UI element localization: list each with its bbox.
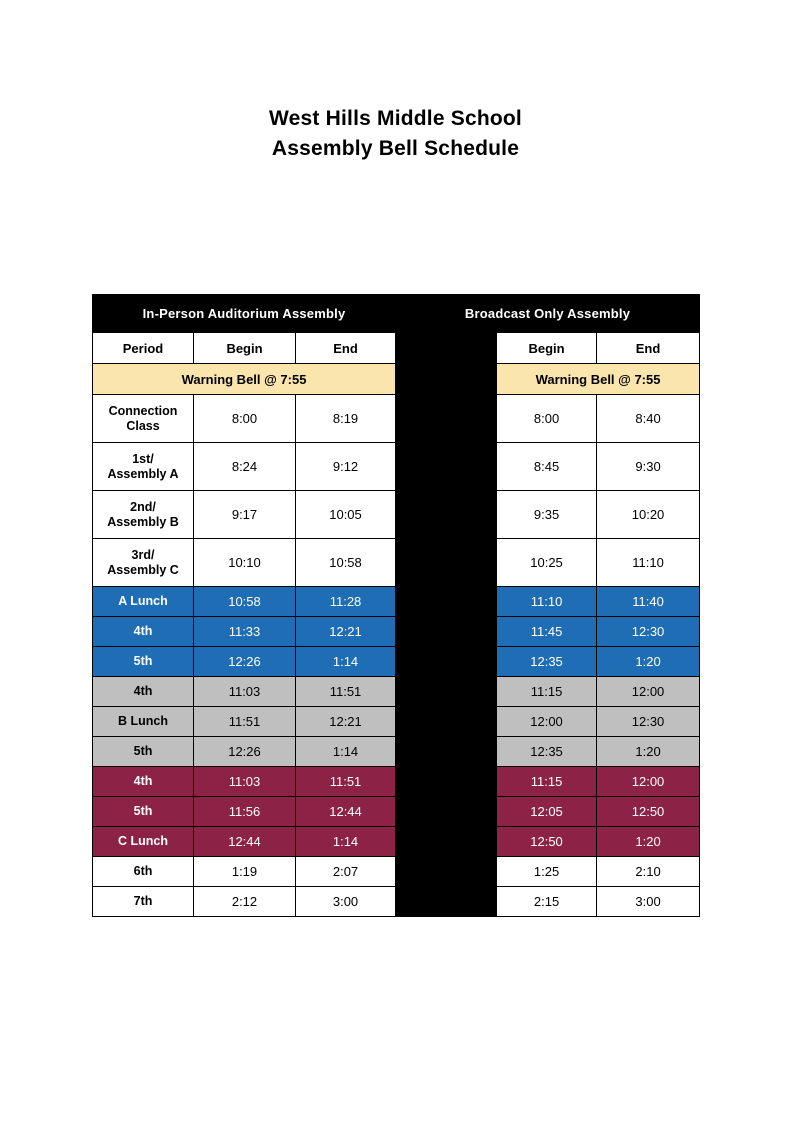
group-header-row — [93, 294, 700, 333]
document-page — [0, 104, 791, 1128]
table-row — [93, 677, 700, 707]
warning-bell-left: Warning Bell @ 7:55 — [93, 364, 396, 395]
end-time-broadcast: 1:20 — [597, 647, 700, 677]
table-row — [93, 737, 700, 767]
end-time-in-person: 11:28 — [296, 587, 396, 617]
column-gap — [396, 827, 497, 857]
title-line-1: West Hills Middle School — [269, 107, 522, 130]
end-time-in-person: 8:19 — [296, 395, 396, 443]
column-gap — [396, 491, 497, 539]
end-time-in-person: 2:07 — [296, 857, 396, 887]
period-cell: 5th — [93, 647, 194, 677]
begin-time-in-person: 12:26 — [194, 737, 296, 767]
end-time-broadcast: 12:30 — [597, 617, 700, 647]
column-gap — [396, 587, 497, 617]
begin-time-broadcast: 8:00 — [497, 395, 597, 443]
begin-time-broadcast: 9:35 — [497, 491, 597, 539]
warning-bell-row — [93, 364, 700, 395]
begin-time-broadcast: 1:25 — [497, 857, 597, 887]
end-time-broadcast: 3:00 — [597, 887, 700, 917]
table-row — [93, 767, 700, 797]
begin-time-in-person: 9:17 — [194, 491, 296, 539]
title-line-2: Assembly Bell Schedule — [271, 137, 520, 160]
begin-time-in-person: 11:56 — [194, 797, 296, 827]
period-label-line-1: Connection — [108, 403, 178, 418]
column-gap — [396, 767, 497, 797]
end-time-in-person: 12:44 — [296, 797, 396, 827]
begin-time-in-person: 11:51 — [194, 707, 296, 737]
bell-schedule-table — [92, 294, 700, 917]
end-time-in-person: 11:51 — [296, 767, 396, 797]
column-header-begin-right: Begin — [497, 333, 597, 364]
begin-time-broadcast: 12:35 — [497, 647, 597, 677]
column-header-period: Period — [93, 333, 194, 364]
column-gap — [396, 707, 497, 737]
period-cell: B Lunch — [93, 707, 194, 737]
table-row — [93, 707, 700, 737]
end-time-in-person: 1:14 — [296, 737, 396, 767]
table-row — [93, 395, 700, 443]
begin-time-in-person: 11:03 — [194, 767, 296, 797]
period-cell: A Lunch — [93, 587, 194, 617]
table-row — [93, 617, 700, 647]
end-time-broadcast: 12:30 — [597, 707, 700, 737]
end-time-in-person: 3:00 — [296, 887, 396, 917]
begin-time-in-person: 11:33 — [194, 617, 296, 647]
end-time-broadcast: 9:30 — [597, 443, 700, 491]
end-time-in-person: 12:21 — [296, 707, 396, 737]
period-cell: C Lunch — [93, 827, 194, 857]
begin-time-in-person: 10:58 — [194, 587, 296, 617]
begin-time-broadcast: 11:45 — [497, 617, 597, 647]
begin-time-in-person: 11:03 — [194, 677, 296, 707]
period-cell: 6th — [93, 857, 194, 887]
begin-time-broadcast: 11:15 — [497, 767, 597, 797]
begin-time-in-person: 1:19 — [194, 857, 296, 887]
table-row — [93, 539, 700, 587]
column-gap — [396, 647, 497, 677]
table-row — [93, 443, 700, 491]
column-gap — [396, 857, 497, 887]
column-gap — [396, 797, 497, 827]
begin-time-broadcast: 10:25 — [497, 539, 597, 587]
column-gap — [396, 364, 497, 395]
begin-time-in-person: 10:10 — [194, 539, 296, 587]
period-label-line-2: Class — [126, 418, 160, 433]
table-row — [93, 647, 700, 677]
period-cell — [93, 491, 194, 539]
end-time-in-person: 11:51 — [296, 677, 396, 707]
begin-time-broadcast: 2:15 — [497, 887, 597, 917]
begin-time-in-person: 2:12 — [194, 887, 296, 917]
begin-time-broadcast: 12:35 — [497, 737, 597, 767]
period-cell — [93, 395, 194, 443]
begin-time-broadcast: 11:10 — [497, 587, 597, 617]
column-header-end-left: End — [296, 333, 396, 364]
column-header-end-right: End — [597, 333, 700, 364]
period-cell: 5th — [93, 797, 194, 827]
end-time-in-person: 12:21 — [296, 617, 396, 647]
table-row — [93, 491, 700, 539]
period-label-line-1: 1st/ — [132, 451, 154, 466]
period-label-line-2: Assembly A — [107, 466, 179, 481]
begin-time-broadcast: 8:45 — [497, 443, 597, 491]
period-label-line-1: 3rd/ — [131, 547, 155, 562]
end-time-in-person: 1:14 — [296, 647, 396, 677]
end-time-broadcast: 1:20 — [597, 737, 700, 767]
end-time-in-person: 9:12 — [296, 443, 396, 491]
begin-time-broadcast: 12:05 — [497, 797, 597, 827]
begin-time-in-person: 12:26 — [194, 647, 296, 677]
warning-bell-right: Warning Bell @ 7:55 — [497, 364, 700, 395]
period-cell — [93, 443, 194, 491]
begin-time-in-person: 12:44 — [194, 827, 296, 857]
begin-time-broadcast: 11:15 — [497, 677, 597, 707]
end-time-in-person: 10:05 — [296, 491, 396, 539]
table-row — [93, 827, 700, 857]
end-time-broadcast: 11:40 — [597, 587, 700, 617]
table-row — [93, 857, 700, 887]
end-time-broadcast: 2:10 — [597, 857, 700, 887]
end-time-in-person: 1:14 — [296, 827, 396, 857]
table-row — [93, 797, 700, 827]
column-gap — [396, 333, 497, 364]
period-label-line-1: 2nd/ — [130, 499, 156, 514]
column-gap — [396, 539, 497, 587]
period-cell: 4th — [93, 617, 194, 647]
begin-time-broadcast: 12:00 — [497, 707, 597, 737]
period-cell — [93, 539, 194, 587]
period-cell: 4th — [93, 767, 194, 797]
column-header-row — [93, 333, 700, 364]
page-title — [0, 104, 791, 164]
end-time-broadcast: 10:20 — [597, 491, 700, 539]
begin-time-in-person: 8:24 — [194, 443, 296, 491]
end-time-broadcast: 8:40 — [597, 395, 700, 443]
column-gap — [396, 443, 497, 491]
column-gap — [396, 617, 497, 647]
table-row — [93, 887, 700, 917]
period-label-line-2: Assembly C — [107, 562, 179, 577]
end-time-in-person: 10:58 — [296, 539, 396, 587]
period-cell: 5th — [93, 737, 194, 767]
column-gap — [396, 677, 497, 707]
end-time-broadcast: 12:00 — [597, 767, 700, 797]
group-header-broadcast: Broadcast Only Assembly — [396, 294, 700, 333]
period-cell: 7th — [93, 887, 194, 917]
column-header-begin-left: Begin — [194, 333, 296, 364]
column-gap — [396, 887, 497, 917]
end-time-broadcast: 11:10 — [597, 539, 700, 587]
column-gap — [396, 395, 497, 443]
group-header-in-person: In-Person Auditorium Assembly — [93, 294, 396, 333]
table-row — [93, 587, 700, 617]
end-time-broadcast: 12:00 — [597, 677, 700, 707]
period-label-line-2: Assembly B — [107, 514, 179, 529]
period-cell: 4th — [93, 677, 194, 707]
end-time-broadcast: 12:50 — [597, 797, 700, 827]
begin-time-in-person: 8:00 — [194, 395, 296, 443]
bell-schedule-table-container — [92, 294, 699, 917]
end-time-broadcast: 1:20 — [597, 827, 700, 857]
begin-time-broadcast: 12:50 — [497, 827, 597, 857]
column-gap — [396, 737, 497, 767]
